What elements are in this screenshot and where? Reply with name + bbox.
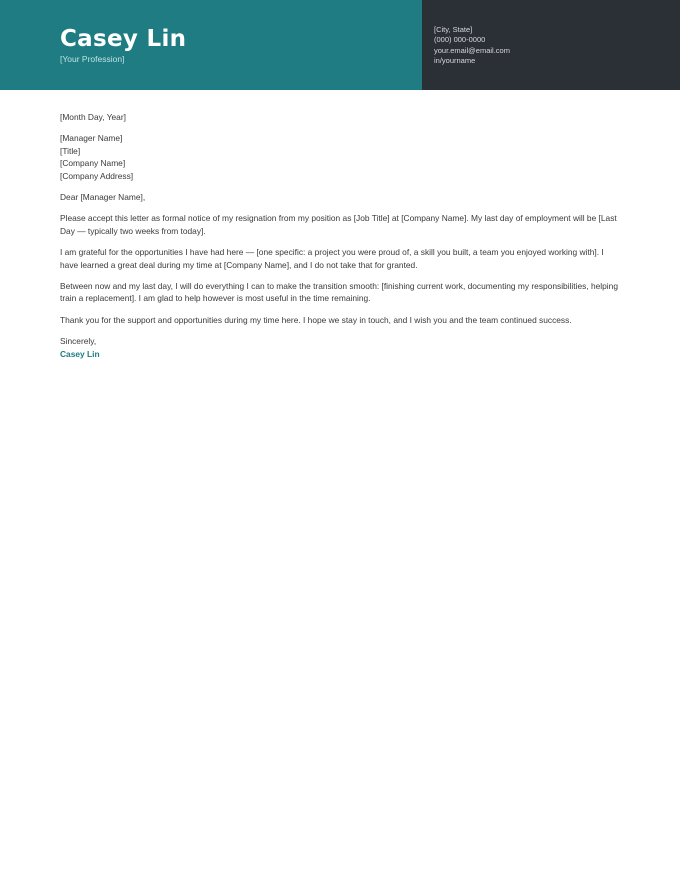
letter-body: [60, 111, 622, 360]
header-contact-panel: [422, 0, 680, 90]
contact-linkedin: in/yourname: [434, 55, 476, 65]
closing: Sincerely,: [60, 336, 97, 347]
recipient-company-address: [Company Address]: [60, 170, 134, 181]
contact-info: [434, 25, 510, 66]
sender-name: Casey Lin: [60, 26, 187, 52]
paragraph-transition: Between now and my last day, I will do everything I can to make the transition smooth: [finishing current work, documenting my responsibilities, helping train a replacement]. I am glad to help however is most useful in the time remaining.: [60, 281, 618, 304]
letter-header: [0, 0, 680, 90]
recipient-company-name: [Company Name]: [60, 158, 126, 169]
letter-date: [Month Day, Year]: [60, 112, 126, 122]
paragraph-thanks: Thank you for the support and opportunities during my time here. I hope we stay in touch, and I wish you and the team continued success.: [60, 314, 572, 325]
contact-email: your.email@email.com: [434, 45, 510, 55]
recipient-manager-name: [Manager Name]: [60, 133, 123, 144]
signature: Casey Lin: [60, 348, 100, 359]
paragraph-resignation-notice: Please accept this letter as formal notice of my resignation from my position as [Job Title] at [Company Name]. My last day of employment will be [Last Day — typically two weeks from today].: [60, 213, 617, 236]
contact-location: [City, State]: [434, 25, 473, 34]
recipient-title: [Title]: [60, 145, 81, 156]
paragraph-gratitude: I am grateful for the opportunities I have had here — [one specific: a project you were proud of, a skill you built, a team you enjoyed working with]. I have learned a great deal during my time at [Company Name], and I do not take that for granted.: [60, 247, 604, 270]
header-name-panel: [0, 0, 422, 90]
recipient-address: [60, 132, 622, 182]
contact-phone: (000) 000-0000: [434, 35, 486, 45]
salutation: Dear [Manager Name],: [60, 192, 146, 203]
sender-profession: [Your Profession]: [60, 54, 125, 64]
